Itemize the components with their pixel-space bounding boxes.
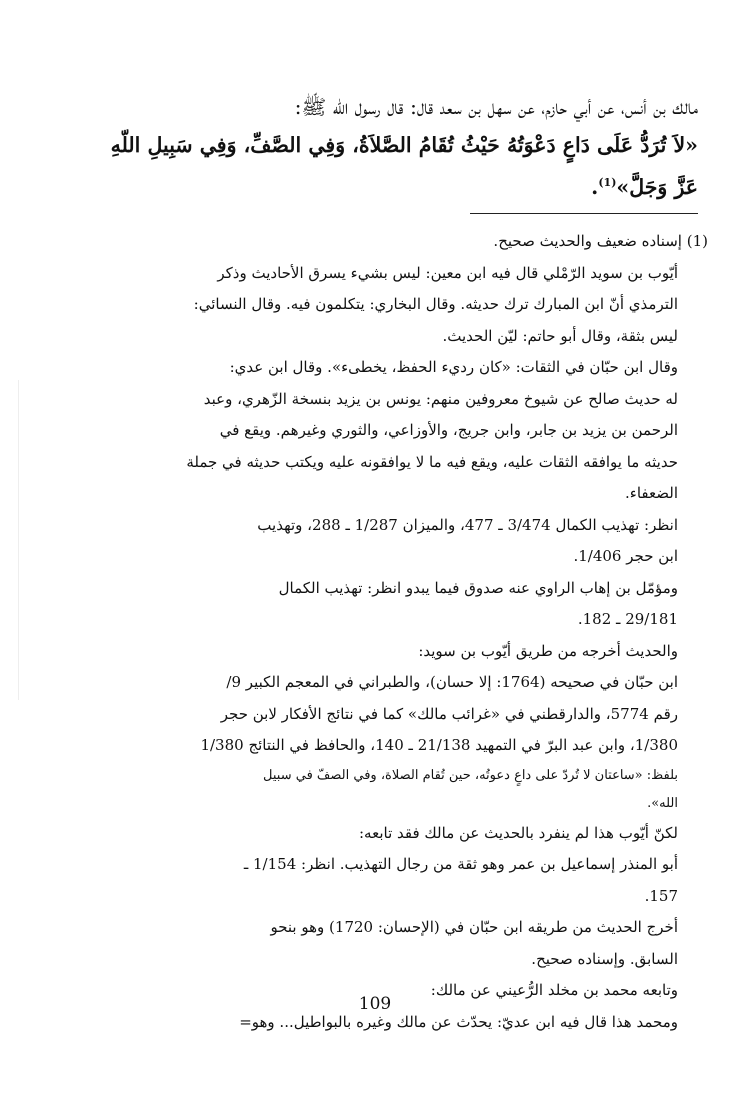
- footnote-line: رقم 5774، والدارقطني في «غرائب مالك» كما في نتائج الأفكار لابن حجر: [220, 704, 678, 723]
- footnote-line: الرحمن بن يزيد بن جابر، وابن جريج، والأوزاعي، والثوري وغيرهم. ويقع في: [219, 421, 678, 439]
- hadith-text-line: «لاَ تُرَدُّ عَلَى دَاعٍ دَعْوَتُهُ حَيْثُ تُقَامُ الصَّلاَةُ، وَفِي الصَّفِّ، وَفِي سَبِيلِ اللّهِ: [110, 133, 698, 157]
- footnote-line: ابن حجر 1/406.: [573, 547, 678, 565]
- footnotes: [28, 226, 708, 1038]
- footnote-line: ومحمد هذا قال فيه ابن عديّ: يحدّث عن مالك وغيره بالبواطيل... وهو=: [239, 1012, 678, 1031]
- footnote-line: حديثه ما يوافقه الثقات عليه، ويقع فيه ما لا يوافقونه عليه ويكتب حديثه في جملة: [186, 452, 678, 471]
- footnote-line: (1) إسناده ضعيف والحديث صحيح.: [493, 232, 708, 250]
- footnote-line: وتابعه محمد بن مخلد الرُّعيني عن مالك:: [430, 981, 678, 999]
- main-text-line: مالك بن أنس، عن أبي حازم، عن سهل بن سعد قال: قال رسول الله ﷺ:: [294, 95, 698, 119]
- footnote-line: السابق. وإسناده صحيح.: [531, 949, 678, 968]
- footnote-line: الترمذي أنّ ابن المبارك ترك حديثه. وقال البخاري: يتكلمون فيه. وقال النسائي:: [193, 295, 678, 313]
- footnote-line: له حديث صالح عن شيوخ معروفين منهم: يونس بن يزيد بنسخة الزّهري، وعبد: [203, 389, 678, 408]
- sentence-end: .: [591, 174, 599, 199]
- footnote-line: 157.: [644, 886, 678, 905]
- footnote-line: بلفظ: «ساعتان لا تُردّ على داعٍ دعوتُه، حين تُقام الصلاة، وفي الصفّ في سبيل: [263, 767, 678, 783]
- footnote-line: والحديث أخرجه من طريق أيّوب بن سويد:: [418, 641, 678, 660]
- hadith-text-line: [38, 164, 698, 206]
- footnote-line: ابن حبّان في صحيحه (1764: إلا حسان)، والطبراني في المعجم الكبير 9/: [226, 673, 678, 691]
- footnote-line: انظر: تهذيب الكمال 3/474 ـ 477، والميزان 1/287 ـ 288، وتهذيب: [257, 515, 678, 534]
- footnote-line: 1/380، وابن عبد البرّ في التمهيد 21/138 ـ 140، والحافظ في النتائج 1/380: [200, 736, 678, 754]
- hadith-text-end: عَزَّ وَجَلَّ»: [616, 174, 698, 199]
- footnote-reference: (1): [598, 176, 617, 189]
- footnote-line: الله».: [647, 795, 678, 811]
- footnote-line: ليس بثقة، وقال أبو حاتم: ليّن الحديث.: [442, 326, 678, 345]
- page-edge-shadow: [18, 380, 19, 700]
- footnote-separator: [470, 213, 698, 214]
- footnote-line: أيّوب بن سويد الرّمْلي قال فيه ابن معين: ليس بشيء يسرق الأحاديث وذكر: [217, 263, 678, 282]
- footnote-line: الضعفاء.: [625, 484, 678, 502]
- footnote-line: 29/181 ـ 182.: [577, 610, 678, 628]
- footnote-line: أبو المنذر إسماعيل بن عمر وهو ثقة من رجال التهذيب. انظر: 1/154 ـ: [243, 855, 678, 873]
- page-number: 109: [358, 994, 392, 1014]
- footnote-line: لكنّ أيّوب هذا لم ينفرد بالحديث عن مالك فقد تابعه:: [359, 823, 678, 842]
- footnote-line: وقال ابن حبّان في الثقات: «كان رديء الحفظ، يخطىء». وقال ابن عدي:: [229, 358, 678, 376]
- footnote-line: ومؤمّل بن إهاب الراوي عنه صدوق فيما يبدو انظر: تهذيب الكمال: [278, 578, 678, 597]
- footnote-line: أخرج الحديث من طريقه ابن حبّان في (الإحسان: 1720) وهو بنحو: [270, 918, 678, 936]
- main-text: [38, 88, 698, 206]
